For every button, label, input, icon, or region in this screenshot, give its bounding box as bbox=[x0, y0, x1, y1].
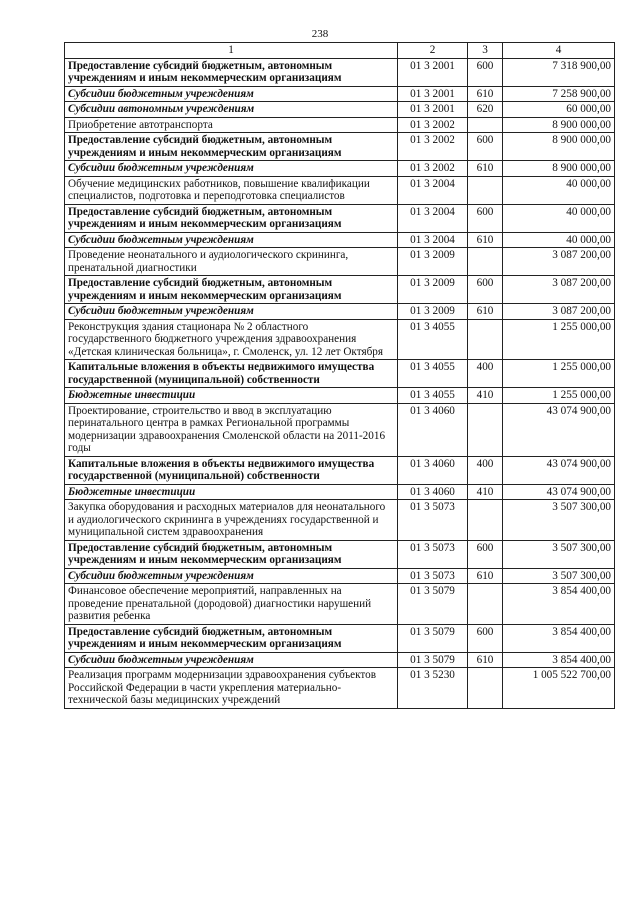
row-type-cell bbox=[468, 403, 503, 456]
row-code-cell: 01 3 2001 bbox=[398, 58, 468, 86]
table-row bbox=[65, 652, 615, 668]
row-type-cell: 610 bbox=[468, 161, 503, 177]
header-col-2: 2 bbox=[398, 43, 468, 59]
row-code-cell: 01 3 5073 bbox=[398, 500, 468, 541]
row-sum-cell: 3 507 300,00 bbox=[503, 540, 615, 568]
row-type-cell bbox=[468, 248, 503, 276]
row-name-cell: Бюджетные инвестиции bbox=[65, 484, 398, 500]
row-code-cell: 01 3 2004 bbox=[398, 204, 468, 232]
row-name-cell: Финансовое обеспечение мероприятий, направленных на проведение пренатальной (дородовой) диагностики нарушений развития ребенка bbox=[65, 584, 398, 625]
row-name-cell: Проектирование, строительство и ввод в эксплуатацию перинатального центра в рамках Региональной программы модернизации здравоохранения Смоленской области на 2011-2016 годы bbox=[65, 403, 398, 456]
header-col-1: 1 bbox=[65, 43, 398, 59]
row-name-cell: Бюджетные инвестиции bbox=[65, 388, 398, 404]
row-type-cell: 610 bbox=[468, 86, 503, 102]
row-name-cell: Субсидии бюджетным учреждениям bbox=[65, 568, 398, 584]
row-name-cell: Проведение неонатального и аудиологического скрининга, пренатальной диагностики bbox=[65, 248, 398, 276]
row-type-cell: 400 bbox=[468, 360, 503, 388]
row-sum-cell: 8 900 000,00 bbox=[503, 117, 615, 133]
row-sum-cell: 1 005 522 700,00 bbox=[503, 668, 615, 709]
row-name-cell: Закупка оборудования и расходных материалов для неонатального и аудиологического скрининга в учреждениях государственной и муниципальной систем здравоохранения bbox=[65, 500, 398, 541]
row-type-cell bbox=[468, 668, 503, 709]
row-name-cell: Субсидии автономным учреждениям bbox=[65, 102, 398, 118]
row-name-cell: Предоставление субсидий бюджетным, автономным учреждениям и иным некоммерческим организациям bbox=[65, 276, 398, 304]
row-type-cell: 610 bbox=[468, 568, 503, 584]
row-code-cell: 01 3 4060 bbox=[398, 403, 468, 456]
row-type-cell: 600 bbox=[468, 540, 503, 568]
table-row bbox=[65, 360, 615, 388]
row-code-cell: 01 3 5079 bbox=[398, 624, 468, 652]
header-col-4: 4 bbox=[503, 43, 615, 59]
table-row bbox=[65, 133, 615, 161]
row-type-cell: 600 bbox=[468, 133, 503, 161]
table-row bbox=[65, 388, 615, 404]
row-sum-cell: 7 258 900,00 bbox=[503, 86, 615, 102]
row-name-cell: Реализация программ модернизации здравоохранения субъектов Российской Федерации в части укрепления материально-технической базы медицинских учреждений bbox=[65, 668, 398, 709]
row-sum-cell: 40 000,00 bbox=[503, 204, 615, 232]
row-sum-cell: 3 854 400,00 bbox=[503, 584, 615, 625]
row-code-cell: 01 3 2004 bbox=[398, 176, 468, 204]
table-row bbox=[65, 176, 615, 204]
row-name-cell: Субсидии бюджетным учреждениям bbox=[65, 86, 398, 102]
row-sum-cell: 3 087 200,00 bbox=[503, 304, 615, 320]
row-name-cell: Предоставление субсидий бюджетным, автономным учреждениям и иным некоммерческим организациям bbox=[65, 540, 398, 568]
row-name-cell: Обучение медицинских работников, повышение квалификации специалистов, подготовка и переподготовка специалистов bbox=[65, 176, 398, 204]
row-type-cell: 600 bbox=[468, 624, 503, 652]
row-type-cell: 610 bbox=[468, 232, 503, 248]
row-type-cell: 600 bbox=[468, 58, 503, 86]
row-sum-cell: 1 255 000,00 bbox=[503, 360, 615, 388]
row-name-cell: Реконструкция здания стационара № 2 областного государственного бюджетного учреждения здравоохранения «Детская клиническая больница», г. Смоленск, ул. 12 лет Октября bbox=[65, 319, 398, 360]
row-name-cell: Капитальные вложения в объекты недвижимого имущества государственной (муниципальной) собственности bbox=[65, 456, 398, 484]
row-sum-cell: 3 087 200,00 bbox=[503, 248, 615, 276]
table-row bbox=[65, 584, 615, 625]
table-row bbox=[65, 500, 615, 541]
row-sum-cell: 8 900 000,00 bbox=[503, 161, 615, 177]
row-sum-cell: 1 255 000,00 bbox=[503, 388, 615, 404]
row-type-cell: 410 bbox=[468, 484, 503, 500]
row-code-cell: 01 3 2002 bbox=[398, 117, 468, 133]
table-row bbox=[65, 319, 615, 360]
row-sum-cell: 40 000,00 bbox=[503, 232, 615, 248]
row-type-cell: 410 bbox=[468, 388, 503, 404]
row-code-cell: 01 3 2004 bbox=[398, 232, 468, 248]
row-code-cell: 01 3 4060 bbox=[398, 484, 468, 500]
table-row bbox=[65, 568, 615, 584]
row-type-cell bbox=[468, 117, 503, 133]
row-code-cell: 01 3 2009 bbox=[398, 276, 468, 304]
row-name-cell: Предоставление субсидий бюджетным, автономным учреждениям и иным некоммерческим организациям bbox=[65, 624, 398, 652]
row-name-cell: Предоставление субсидий бюджетным, автономным учреждениям и иным некоммерческим организациям bbox=[65, 133, 398, 161]
row-type-cell: 610 bbox=[468, 652, 503, 668]
row-code-cell: 01 3 5073 bbox=[398, 568, 468, 584]
row-sum-cell: 7 318 900,00 bbox=[503, 58, 615, 86]
row-type-cell bbox=[468, 584, 503, 625]
row-type-cell: 600 bbox=[468, 276, 503, 304]
budget-table bbox=[64, 42, 615, 709]
table-row bbox=[65, 117, 615, 133]
row-type-cell bbox=[468, 500, 503, 541]
table-row bbox=[65, 58, 615, 86]
row-code-cell: 01 3 4055 bbox=[398, 360, 468, 388]
row-name-cell: Субсидии бюджетным учреждениям bbox=[65, 161, 398, 177]
row-name-cell: Субсидии бюджетным учреждениям bbox=[65, 232, 398, 248]
row-type-cell: 620 bbox=[468, 102, 503, 118]
row-sum-cell: 43 074 900,00 bbox=[503, 456, 615, 484]
row-sum-cell: 3 087 200,00 bbox=[503, 276, 615, 304]
table-body bbox=[65, 58, 615, 708]
table-header-row bbox=[65, 43, 615, 59]
row-code-cell: 01 3 5230 bbox=[398, 668, 468, 709]
table-row bbox=[65, 161, 615, 177]
row-name-cell: Субсидии бюджетным учреждениям bbox=[65, 304, 398, 320]
row-sum-cell: 40 000,00 bbox=[503, 176, 615, 204]
row-name-cell: Предоставление субсидий бюджетным, автономным учреждениям и иным некоммерческим организациям bbox=[65, 58, 398, 86]
row-sum-cell: 3 507 300,00 bbox=[503, 568, 615, 584]
table-row bbox=[65, 204, 615, 232]
row-code-cell: 01 3 4055 bbox=[398, 388, 468, 404]
row-sum-cell: 3 854 400,00 bbox=[503, 624, 615, 652]
row-code-cell: 01 3 2009 bbox=[398, 248, 468, 276]
table-row bbox=[65, 540, 615, 568]
row-type-cell: 400 bbox=[468, 456, 503, 484]
page-number: 238 bbox=[311, 28, 329, 40]
row-code-cell: 01 3 4060 bbox=[398, 456, 468, 484]
table-row bbox=[65, 248, 615, 276]
row-name-cell: Субсидии бюджетным учреждениям bbox=[65, 652, 398, 668]
table-row bbox=[65, 86, 615, 102]
row-code-cell: 01 3 2001 bbox=[398, 102, 468, 118]
table-row bbox=[65, 102, 615, 118]
row-name-cell: Капитальные вложения в объекты недвижимого имущества государственной (муниципальной) собственности bbox=[65, 360, 398, 388]
row-sum-cell: 3 854 400,00 bbox=[503, 652, 615, 668]
row-sum-cell: 8 900 000,00 bbox=[503, 133, 615, 161]
row-sum-cell: 60 000,00 bbox=[503, 102, 615, 118]
table-row bbox=[65, 304, 615, 320]
row-type-cell: 610 bbox=[468, 304, 503, 320]
row-code-cell: 01 3 5073 bbox=[398, 540, 468, 568]
row-name-cell: Предоставление субсидий бюджетным, автономным учреждениям и иным некоммерческим организациям bbox=[65, 204, 398, 232]
row-sum-cell: 43 074 900,00 bbox=[503, 403, 615, 456]
header-col-3: 3 bbox=[468, 43, 503, 59]
table-row bbox=[65, 484, 615, 500]
row-sum-cell: 43 074 900,00 bbox=[503, 484, 615, 500]
row-code-cell: 01 3 2002 bbox=[398, 133, 468, 161]
table-row bbox=[65, 668, 615, 709]
row-code-cell: 01 3 4055 bbox=[398, 319, 468, 360]
row-name-cell: Приобретение автотранспорта bbox=[65, 117, 398, 133]
table-row bbox=[65, 232, 615, 248]
row-sum-cell: 1 255 000,00 bbox=[503, 319, 615, 360]
row-code-cell: 01 3 5079 bbox=[398, 584, 468, 625]
row-code-cell: 01 3 2001 bbox=[398, 86, 468, 102]
row-type-cell bbox=[468, 176, 503, 204]
row-code-cell: 01 3 2002 bbox=[398, 161, 468, 177]
table-row bbox=[65, 456, 615, 484]
row-code-cell: 01 3 2009 bbox=[398, 304, 468, 320]
table-row bbox=[65, 403, 615, 456]
row-sum-cell: 3 507 300,00 bbox=[503, 500, 615, 541]
row-type-cell: 600 bbox=[468, 204, 503, 232]
row-code-cell: 01 3 5079 bbox=[398, 652, 468, 668]
table-row bbox=[65, 624, 615, 652]
table-row bbox=[65, 276, 615, 304]
row-type-cell bbox=[468, 319, 503, 360]
